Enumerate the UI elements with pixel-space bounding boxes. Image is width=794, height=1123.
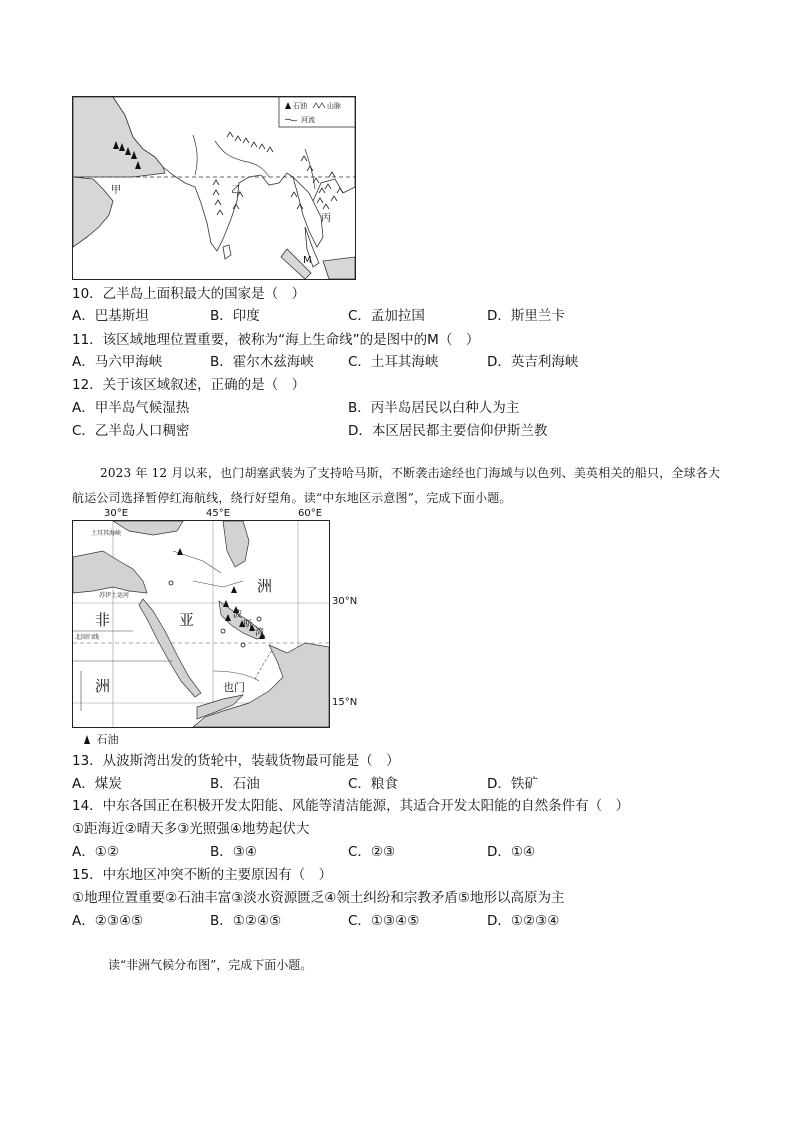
question-14-option-b[interactable]: B．③④ bbox=[210, 844, 257, 860]
label-suez-canal: 苏伊士运河 bbox=[99, 592, 130, 599]
indonesia-land bbox=[323, 257, 355, 279]
legend-oil-text: 石油 bbox=[293, 102, 307, 110]
question-15-option-a[interactable]: A．②③④⑤ bbox=[72, 913, 144, 929]
map2-legend bbox=[84, 731, 119, 747]
question-10-option-d[interactable]: D．斯里兰卡 bbox=[487, 308, 565, 324]
label-gulf-si: 斯 bbox=[243, 620, 253, 630]
question-13-option-b[interactable]: B．石油 bbox=[210, 776, 260, 792]
question-15-option-d[interactable]: D．①②③④ bbox=[487, 913, 560, 929]
question-13-option-a[interactable]: A．煤炭 bbox=[72, 776, 122, 792]
label-bing: 丙 bbox=[321, 213, 331, 224]
question-14-statements: ①距海近②晴天多③光照强④地势起伏大 bbox=[72, 821, 310, 837]
label-asia-zhou: 洲 bbox=[257, 577, 273, 595]
question-10-option-a[interactable]: A．巴基斯坦 bbox=[72, 308, 149, 324]
question-11-option-c[interactable]: C．土耳其海峡 bbox=[348, 354, 439, 370]
label-gulf-wan: 湾 bbox=[255, 628, 265, 638]
map-middle-east bbox=[72, 520, 330, 728]
question-10-option-c[interactable]: C．孟加拉国 bbox=[348, 308, 425, 324]
question-14-stem: 14．中东各国正在积极开发太阳能、风能等清洁能源，其适合开发太阳能的自然条件有（ ） bbox=[72, 798, 630, 814]
map2-lat-label-15: 15°N bbox=[332, 697, 358, 708]
question-12-stem: 12．关于该区域叙述，正确的是（ ） bbox=[72, 377, 306, 393]
label-ya: 亚 bbox=[179, 611, 195, 629]
label-yemen: 也门 bbox=[223, 681, 245, 694]
question-13-option-c[interactable]: C．粮食 bbox=[348, 776, 398, 792]
question-10-stem: 10．乙半岛上面积最大的国家是（ ） bbox=[72, 286, 306, 302]
map2-lon-label-60: 60°E bbox=[298, 508, 323, 519]
question-11-option-a[interactable]: A．马六甲海峡 bbox=[72, 354, 163, 370]
mediterranean-sea bbox=[73, 551, 147, 593]
question-12-option-d[interactable]: D．本区居民都主要信仰伊斯兰教 bbox=[348, 423, 548, 439]
caspian-sea bbox=[223, 521, 249, 567]
question-12-option-c[interactable]: C．乙半岛人口稠密 bbox=[72, 423, 190, 439]
map2-lon-label-45: 45°E bbox=[206, 508, 231, 519]
question-14-option-c[interactable]: C．②③ bbox=[348, 844, 396, 860]
sri-lanka bbox=[223, 245, 231, 259]
label-fei: 非 bbox=[95, 611, 111, 629]
question-15-statements: ①地理位置重要②石油丰富③淡水资源匮乏④领土纠纷和宗教矛盾⑤地形以高原为主 bbox=[72, 890, 565, 906]
question-12-option-b[interactable]: B．丙半岛居民以白种人为主 bbox=[348, 400, 520, 416]
label-m: M bbox=[303, 255, 312, 266]
arabian-sea bbox=[193, 643, 329, 727]
question-11-stem: 11．该区域地理位置重要，被称为“海上生命线”的是图中的M（ ） bbox=[72, 332, 480, 348]
oil-legend-text: 石油 bbox=[96, 733, 119, 746]
question-12-option-a[interactable]: A．甲半岛气候湿热 bbox=[72, 400, 190, 416]
map2-lon-label-30: 30°E bbox=[104, 508, 129, 519]
question-13-stem: 13．从波斯湾出发的货轮中，装载货物最可能是（ ） bbox=[72, 753, 400, 769]
label-turkey-strait: 土耳其海峡 bbox=[91, 530, 122, 537]
question-11-option-b[interactable]: B．霍尔木兹海峡 bbox=[210, 354, 314, 370]
map2-lat-label-30: 30°N bbox=[332, 596, 358, 607]
question-10-option-b[interactable]: B．印度 bbox=[210, 308, 260, 324]
label-yi: 乙 bbox=[231, 185, 241, 196]
legend-river-text: 河流 bbox=[301, 116, 315, 124]
intro-paragraph-africa-climate: 读“非洲气候分布图”，完成下面小题。 bbox=[108, 958, 313, 972]
label-tropic: 北回归线 bbox=[75, 634, 100, 641]
question-14-option-d[interactable]: D．①④ bbox=[487, 844, 536, 860]
question-13-option-d[interactable]: D．铁矿 bbox=[487, 776, 538, 792]
question-15-option-b[interactable]: B．①②④⑤ bbox=[210, 913, 282, 929]
label-jia: 甲 bbox=[111, 185, 121, 196]
map-south-asia bbox=[72, 96, 356, 280]
question-15-stem: 15．中东地区冲突不断的主要原因有（ ） bbox=[72, 867, 333, 883]
legend-mountain-text: 山脉 bbox=[327, 102, 341, 110]
question-11-option-d[interactable]: D．英吉利海峡 bbox=[487, 354, 579, 370]
question-14-option-a[interactable]: A．①② bbox=[72, 844, 119, 860]
label-africa-zhou: 洲 bbox=[95, 677, 111, 695]
intro-paragraph-middle-east: 2023 年 12 月以来，也门胡塞武装为了支持哈马斯，不断袭击途经也门海域与以色列、美英相关的船只，全球各大航运公司选择暂停红海航线，绕行好望角。读“中东地区示意图”，完成下面小题。 bbox=[72, 466, 721, 505]
question-15-option-c[interactable]: C．①③④⑤ bbox=[348, 913, 420, 929]
black-sea bbox=[113, 521, 183, 535]
africa-horn-land bbox=[73, 177, 113, 247]
oil-legend-icon bbox=[84, 735, 90, 744]
label-gulf-bo: 波 bbox=[233, 610, 243, 620]
